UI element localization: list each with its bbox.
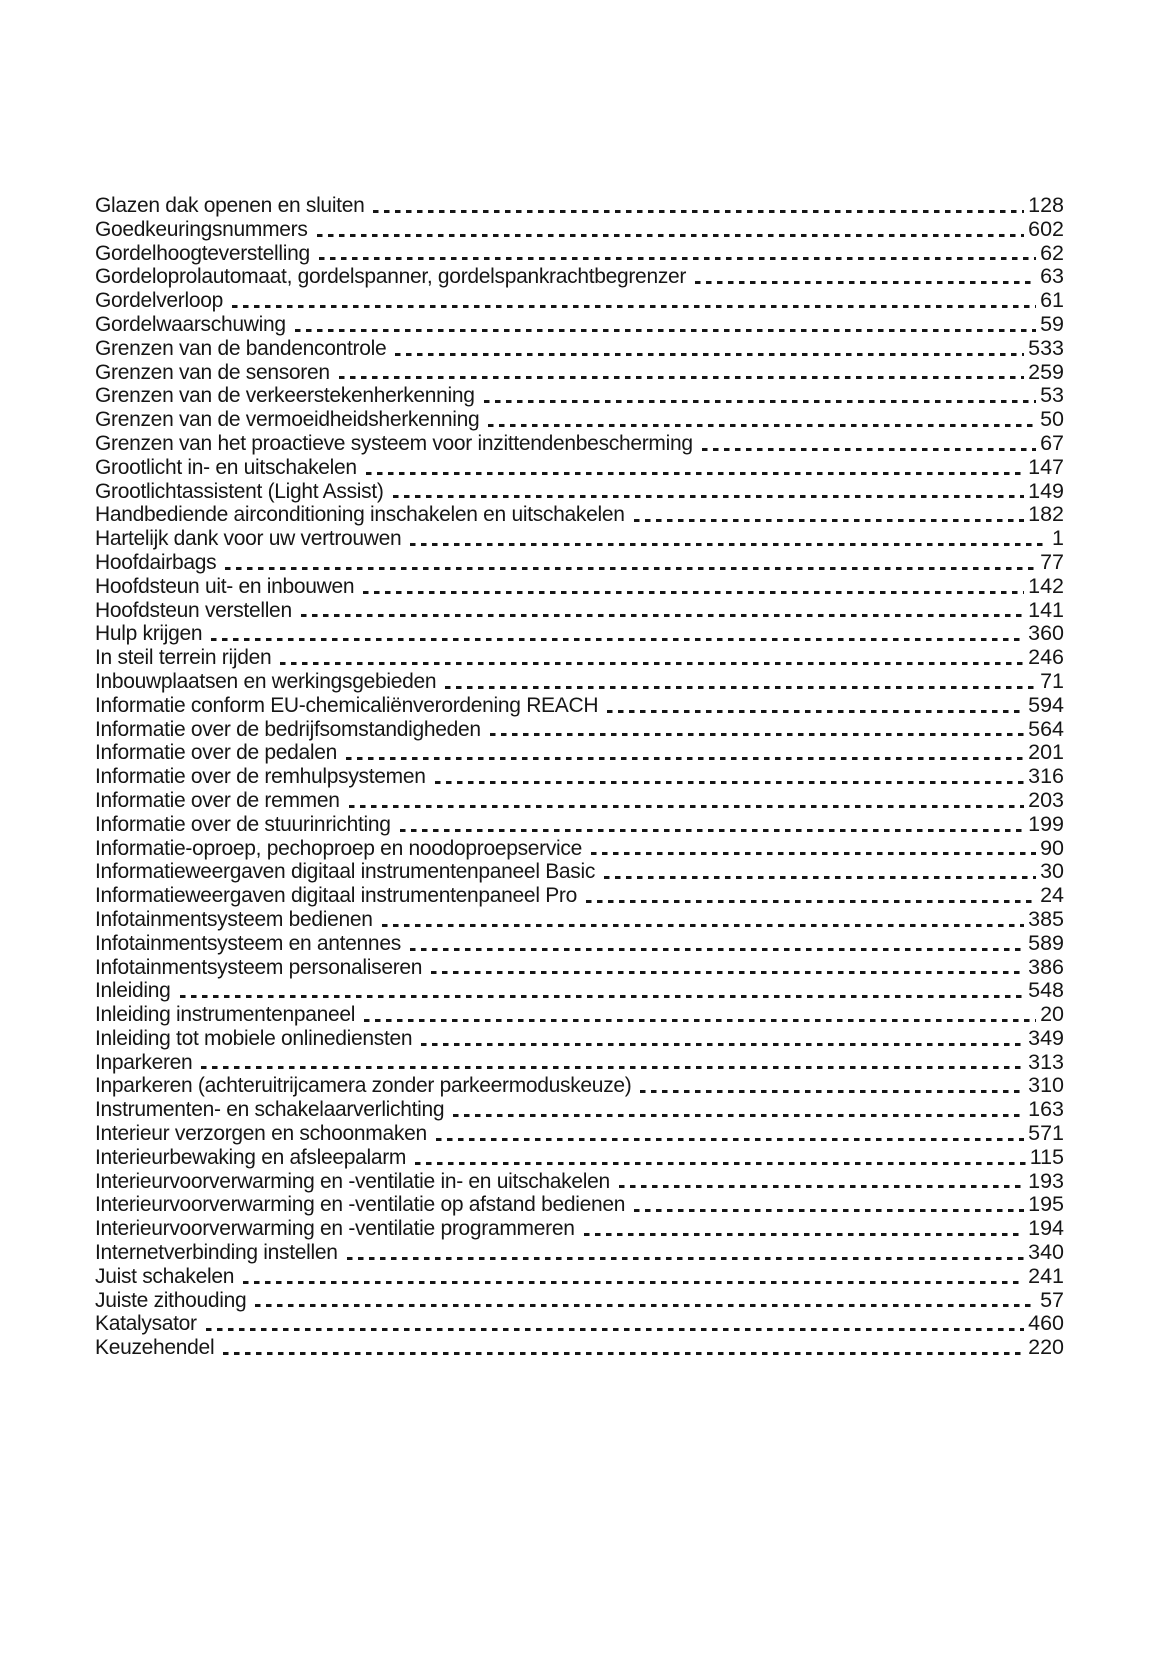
index-entry — [95, 1121, 1064, 1145]
dot-leader — [253, 1288, 1036, 1312]
entry-page-number: 313 — [1028, 1049, 1064, 1074]
entry-title: Inparkeren (achteruitrijcamera zonder parkeermoduskeuze) — [95, 1074, 632, 1098]
entry-title: Grenzen van het proactieve systeem voor inzittendenbescherming — [95, 431, 693, 455]
index-entry — [95, 336, 1064, 360]
index-entry — [95, 241, 1064, 265]
entry-title: Interieurvoorverwarming en -ventilatie programmeren — [95, 1217, 575, 1241]
entry-page-number: 182 — [1028, 502, 1064, 527]
entry-title: Goedkeuringsnummers — [95, 217, 308, 241]
index-entry — [95, 1097, 1064, 1121]
index-entry — [95, 1216, 1064, 1240]
entry-title: Katalysator — [95, 1312, 197, 1336]
entry-page-number: 246 — [1028, 645, 1064, 670]
entry-title: Glazen dak openen en sluiten — [95, 194, 365, 217]
entry-page-number: 147 — [1028, 454, 1064, 479]
index-entry — [95, 264, 1064, 288]
entry-title: Hoofdsteun uit- en inbouwen — [95, 574, 355, 598]
entry-title: Hartelijk dank voor uw vertrouwen — [95, 527, 402, 551]
entry-page-number: 194 — [1028, 1216, 1064, 1241]
entry-title: Internetverbinding instellen — [95, 1241, 338, 1265]
entry-page-number: 163 — [1028, 1097, 1064, 1122]
dot-leader — [345, 1240, 1025, 1264]
entry-title: Inleiding — [95, 979, 171, 1003]
index-entry — [95, 740, 1064, 764]
entry-title: Interieurbewaking en afsleepalarm — [95, 1145, 407, 1169]
dot-leader — [337, 360, 1024, 384]
entry-page-number: 310 — [1028, 1073, 1064, 1098]
entry-title: Informatie-oproep, pechoproep en noodoproepservice — [95, 836, 583, 860]
entry-page-number: 141 — [1028, 597, 1064, 622]
index-entry — [95, 978, 1064, 1002]
entry-page-number: 594 — [1028, 692, 1064, 717]
dot-leader — [293, 312, 1036, 336]
dot-leader — [362, 1002, 1036, 1026]
entry-title: Informatie over de pedalen — [95, 741, 338, 765]
entry-page-number: 220 — [1028, 1335, 1064, 1360]
entry-title: Keuzehendel — [95, 1336, 215, 1360]
entry-page-number: 602 — [1028, 216, 1064, 241]
index-entry — [95, 621, 1064, 645]
index-entry — [95, 455, 1064, 479]
index-entry — [95, 859, 1064, 883]
dot-leader — [584, 883, 1036, 907]
dot-leader — [638, 1073, 1024, 1097]
dot-leader — [393, 336, 1024, 360]
index-entry — [95, 526, 1064, 550]
dot-leader — [605, 693, 1024, 717]
index-entry — [95, 764, 1064, 788]
entry-title: Inbouwplaatsen en werkingsgebieden — [95, 669, 437, 693]
entry-page-number: 30 — [1040, 859, 1064, 884]
entry-title: Inparkeren — [95, 1050, 193, 1074]
entry-title: Informatieweergaven digitaal instrumentenpaneel Basic — [95, 860, 596, 884]
dot-leader — [632, 502, 1025, 526]
entry-page-number: 259 — [1028, 359, 1064, 384]
dot-leader — [380, 907, 1025, 931]
dot-leader — [482, 383, 1036, 407]
entry-page-number: 71 — [1040, 668, 1064, 693]
entry-title: Gordelverloop — [95, 289, 224, 313]
entry-page-number: 63 — [1040, 264, 1064, 289]
entry-page-number: 241 — [1028, 1263, 1064, 1288]
dot-leader — [429, 955, 1024, 979]
entry-page-number: 193 — [1028, 1168, 1064, 1193]
entry-title: Infotainmentsysteem en antennes — [95, 931, 401, 955]
entry-page-number: 571 — [1028, 1121, 1064, 1146]
entry-page-number: 20 — [1040, 1002, 1064, 1027]
index-entry — [95, 955, 1064, 979]
dot-leader — [443, 669, 1036, 693]
entry-title: Gordeloprolautomaat, gordelspanner, gordelspankrachtbegrenzer — [95, 265, 687, 289]
index-entry — [95, 217, 1064, 241]
dot-leader — [223, 550, 1036, 574]
dot-leader — [617, 1169, 1024, 1193]
index-entry — [95, 431, 1064, 455]
dot-leader — [408, 931, 1024, 955]
dot-leader — [589, 836, 1036, 860]
index-entry — [95, 407, 1064, 431]
entry-title: Interieurvoorverwarming en -ventilatie op afstand bedienen — [95, 1193, 626, 1217]
entry-page-number: 90 — [1040, 835, 1064, 860]
entry-page-number: 59 — [1040, 311, 1064, 336]
entry-title: Informatie over de remmen — [95, 788, 340, 812]
entry-title: Grenzen van de vermoeidheidsherkenning — [95, 408, 480, 432]
index-entry — [95, 931, 1064, 955]
dot-leader — [199, 1050, 1024, 1074]
entry-page-number: 77 — [1040, 549, 1064, 574]
dot-leader — [419, 1026, 1024, 1050]
dot-leader — [371, 193, 1024, 217]
dot-leader — [278, 645, 1024, 669]
dot-leader — [632, 1192, 1024, 1216]
index-entry — [95, 193, 1064, 217]
entry-title: Instrumenten- en schakelaarverlichting — [95, 1098, 445, 1122]
entry-page-number: 203 — [1028, 787, 1064, 812]
entry-page-number: 115 — [1029, 1144, 1064, 1169]
index-entry — [95, 1002, 1064, 1026]
index-entry — [95, 836, 1064, 860]
dot-leader — [391, 479, 1025, 503]
index-entry — [95, 1311, 1064, 1335]
dot-leader — [451, 1097, 1024, 1121]
entry-title: Grootlicht in- en uitschakelen — [95, 455, 357, 479]
entry-page-number: 24 — [1040, 883, 1064, 908]
index-entry — [95, 1192, 1064, 1216]
entry-title: Juist schakelen — [95, 1264, 235, 1288]
dot-leader — [241, 1264, 1024, 1288]
entry-page-number: 360 — [1028, 621, 1064, 646]
entry-title: Handbediende airconditioning inschakelen en uitschakelen — [95, 503, 625, 527]
entry-title: Informatie over de stuurinrichting — [95, 812, 391, 836]
index-entry — [95, 1145, 1064, 1169]
dot-leader — [317, 241, 1036, 265]
index-entry — [95, 1288, 1064, 1312]
dot-leader — [230, 288, 1036, 312]
entry-page-number: 142 — [1028, 573, 1064, 598]
index-entry — [95, 1264, 1064, 1288]
entry-page-number: 61 — [1040, 288, 1064, 313]
dot-leader — [582, 1216, 1025, 1240]
dot-leader — [486, 407, 1036, 431]
entry-page-number: 201 — [1028, 740, 1064, 765]
index-entry — [95, 1169, 1064, 1193]
index-entry — [95, 1026, 1064, 1050]
entry-title: Infotainmentsysteem bedienen — [95, 907, 373, 931]
index-entry — [95, 383, 1064, 407]
index-entry — [95, 669, 1064, 693]
dot-leader — [299, 598, 1024, 622]
entry-page-number: 564 — [1028, 716, 1064, 741]
entry-title: In steil terrein rijden — [95, 646, 272, 670]
index-entry — [95, 312, 1064, 336]
dot-leader — [434, 1121, 1024, 1145]
dot-leader — [209, 621, 1024, 645]
index-entry — [95, 1073, 1064, 1097]
dot-leader — [315, 217, 1025, 241]
entry-title: Informatie over de remhulpsystemen — [95, 765, 426, 789]
entry-page-number: 385 — [1028, 906, 1064, 931]
entry-title: Grenzen van de sensoren — [95, 360, 330, 384]
entry-title: Interieur verzorgen en schoonmaken — [95, 1122, 427, 1146]
entry-page-number: 460 — [1028, 1311, 1064, 1336]
entry-page-number: 1 — [1052, 526, 1064, 551]
entry-title: Juiste zithouding — [95, 1288, 247, 1312]
entry-title: Hoofdsteun verstellen — [95, 598, 292, 622]
entry-page-number: 57 — [1040, 1287, 1064, 1312]
entry-title: Informatie conform EU-chemicaliënverordening REACH — [95, 693, 599, 717]
index-entry — [95, 550, 1064, 574]
index-entry — [95, 1335, 1064, 1359]
entry-title: Gordelhoogteverstelling — [95, 241, 310, 265]
entry-title: Inleiding instrumentenpaneel — [95, 1003, 356, 1027]
index-entry — [95, 907, 1064, 931]
entry-title: Informatieweergaven digitaal instrumentenpaneel Pro — [95, 884, 577, 908]
entry-page-number: 149 — [1028, 478, 1064, 503]
dot-leader — [221, 1335, 1024, 1359]
index-entry — [95, 479, 1064, 503]
entry-page-number: 67 — [1040, 430, 1064, 455]
index-entry — [95, 788, 1064, 812]
index-entry — [95, 288, 1064, 312]
entry-page-number: 533 — [1028, 335, 1064, 360]
index-entry — [95, 502, 1064, 526]
index-entry — [95, 598, 1064, 622]
index-entry — [95, 883, 1064, 907]
dot-leader — [364, 455, 1024, 479]
dot-leader — [413, 1145, 1026, 1169]
index-entry — [95, 360, 1064, 384]
entry-title: Hoofdairbags — [95, 550, 217, 574]
dot-leader — [361, 574, 1024, 598]
entry-page-number: 199 — [1028, 811, 1064, 836]
dot-leader — [344, 740, 1024, 764]
entry-title: Interieurvoorverwarming en -ventilatie in- en uitschakelen — [95, 1169, 610, 1193]
entry-title: Hulp krijgen — [95, 622, 203, 646]
entry-title: Informatie over de bedrijfsomstandigheden — [95, 717, 481, 741]
index-entry — [95, 1240, 1064, 1264]
entry-page-number: 349 — [1028, 1025, 1064, 1050]
dot-leader — [204, 1311, 1024, 1335]
entry-title: Gordelwaarschuwing — [95, 312, 286, 336]
entry-page-number: 50 — [1040, 407, 1064, 432]
entry-title: Grootlichtassistent (Light Assist) — [95, 479, 384, 503]
entry-page-number: 53 — [1040, 383, 1064, 408]
entry-page-number: 589 — [1028, 930, 1064, 955]
entry-title: Infotainmentsysteem personaliseren — [95, 955, 423, 979]
entry-page-number: 316 — [1028, 764, 1064, 789]
index-entry — [95, 645, 1064, 669]
dot-leader — [178, 978, 1025, 1002]
entry-page-number: 386 — [1028, 954, 1064, 979]
dot-leader — [398, 812, 1025, 836]
index-entry — [95, 574, 1064, 598]
entry-page-number: 128 — [1028, 193, 1064, 217]
dot-leader — [408, 526, 1048, 550]
entry-page-number: 340 — [1028, 1240, 1064, 1265]
index-entry — [95, 693, 1064, 717]
entry-page-number: 548 — [1028, 978, 1064, 1003]
index-entry — [95, 717, 1064, 741]
entry-title: Grenzen van de bandencontrole — [95, 336, 387, 360]
index-entry — [95, 1050, 1064, 1074]
dot-leader — [488, 717, 1024, 741]
index-entry — [95, 812, 1064, 836]
index-list — [95, 193, 1064, 1359]
entry-title: Grenzen van de verkeerstekenherkenning — [95, 384, 475, 408]
entry-page-number: 62 — [1040, 240, 1064, 265]
entry-page-number: 195 — [1028, 1192, 1064, 1217]
dot-leader — [347, 788, 1025, 812]
dot-leader — [433, 764, 1025, 788]
dot-leader — [700, 431, 1036, 455]
dot-leader — [602, 859, 1036, 883]
dot-leader — [693, 264, 1036, 288]
entry-title: Inleiding tot mobiele onlinediensten — [95, 1026, 413, 1050]
